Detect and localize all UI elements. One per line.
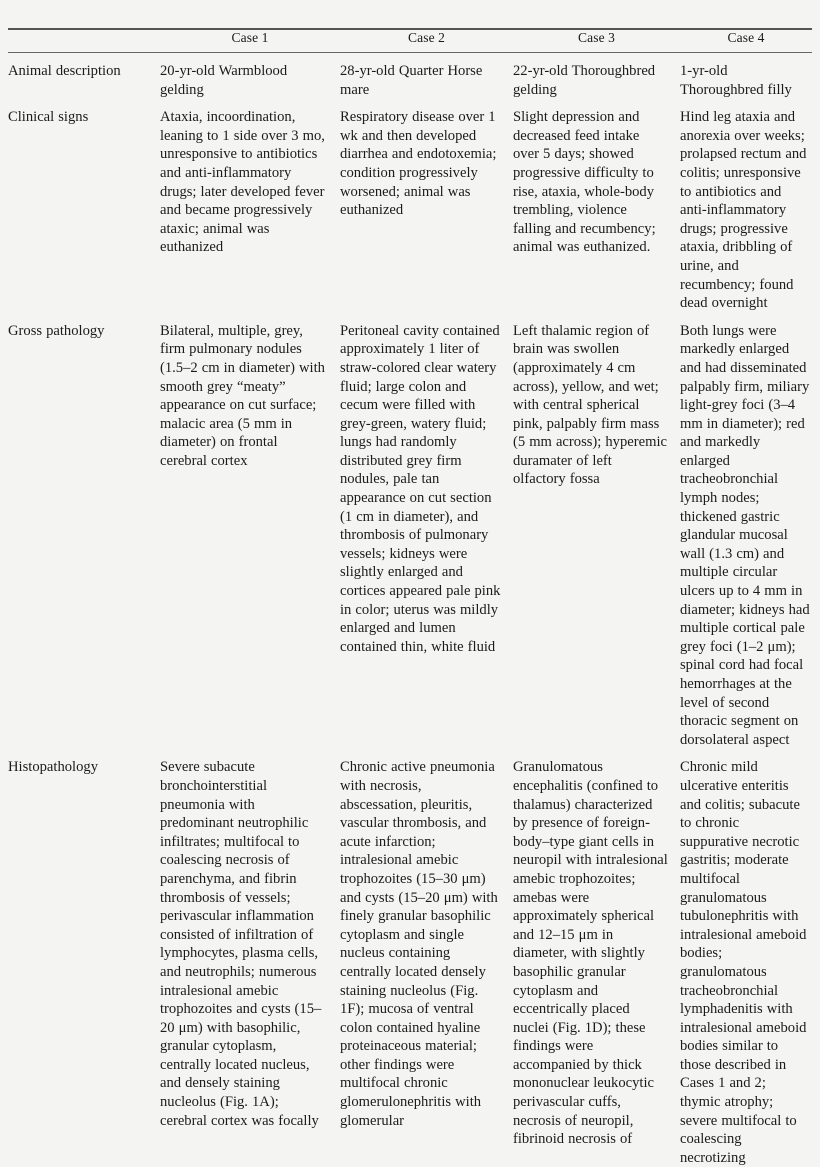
table-body <box>8 53 812 1167</box>
table-row <box>8 99 812 313</box>
cell-animal-description-case-3: 22-yr-old Thoroughbred gelding <box>513 53 680 100</box>
column-header-case-2: Case 2 <box>340 29 513 53</box>
row-label-histopathology: Histopathology <box>8 749 160 1167</box>
table-row <box>8 749 812 1167</box>
cell-animal-description-case-1: 20-yr-old Warmblood gelding <box>160 53 340 100</box>
column-header-case-1: Case 1 <box>160 29 340 53</box>
cell-histopathology-case-1: Severe subacute bronchointerstitial pneumonia with predominant neutrophilic infiltrates; multifocal to coalescing necrosis of parenchyma, and fibrin thrombosis of vessels; perivascular inflammation consisted of infiltration of lymphocytes, plasma cells, and neutrophils; numerous intralesional amebic trophozoites and cysts (15–20 μm) with basophilic, granular cytoplasm, centrally located nucleus, and densely staining nucleolus (Fig. 1A); cerebral cortex was focally <box>160 749 340 1167</box>
cell-clinical-signs-case-4: Hind leg ataxia and anorexia over weeks; prolapsed rectum and colitis; unresponsive to antibiotics and anti-inflammatory drugs; progressive ataxia, dribbling of urine, and recumbency; found dead overnight <box>680 99 812 313</box>
column-header-case-3: Case 3 <box>513 29 680 53</box>
cell-gross-pathology-case-4: Both lungs were markedly enlarged and had disseminated palpably firm, miliary light-grey foci (3–4 mm in diameter); red and markedly enlarged tracheobronchial lymph nodes; thickened gastric glandular mucosal wall (1.3 cm) and multiple circular ulcers up to 4 mm in diameter; kidneys had multiple cortical pale grey foci (1–2 μm); spinal cord had focal hemorrhages at the level of second thoracic segment on dorsolateral aspect <box>680 313 812 750</box>
table-row <box>8 313 812 750</box>
cell-clinical-signs-case-1: Ataxia, incoordination, leaning to 1 side over 3 mo, unresponsive to antibiotics and anti-inflammatory drugs; later developed fever and became progressively ataxic; animal was euthanized <box>160 99 340 313</box>
cell-histopathology-case-3: Granulomatous encephalitis (confined to thalamus) characterized by presence of foreign-body–type giant cells in neuropil with intralesional amebic trophozoites; amebas were approximately spherical and 12–15 μm in diameter, with slightly basophilic granular cytoplasm and eccentrically placed nuclei (Fig. 1D); these findings were accompanied by thick mononuclear leukocytic perivascular cuffs, necrosis of neuropil, fibrinoid necrosis of <box>513 749 680 1167</box>
spacer-cell <box>513 0 680 29</box>
column-header-case-4: Case 4 <box>680 29 812 53</box>
cell-gross-pathology-case-3: Left thalamic region of brain was swollen (approximately 4 cm across), yellow, and wet; with central spherical pink, palpably firm mass (5 mm across); hyperemic duramater of left olfactory fossa <box>513 313 680 750</box>
cell-clinical-signs-case-2: Respiratory disease over 1 wk and then developed diarrhea and endotoxemia; condition progressively worsened; animal was euthanized <box>340 99 513 313</box>
column-header-blank <box>8 29 160 53</box>
cell-histopathology-case-2: Chronic active pneumonia with necrosis, abscessation, pleuritis, vascular thrombosis, and acute infarction; intralesional amebic trophozoites (15–30 μm) and cysts (15–20 μm) with finely granular basophilic cytoplasm and single nucleus containing centrally located densely staining nucleolus (Fig. 1F); mucosa of ventral colon contained hyaline proteinaceous material; other findings were multifocal chronic glomerulonephritis with glomerular <box>340 749 513 1167</box>
header-spacer-row <box>8 0 812 29</box>
cell-gross-pathology-case-2: Peritoneal cavity contained approximately 1 liter of straw-colored clear watery fluid; large colon and cecum were filled with grey-green, watery fluid; lungs had randomly distributed grey firm nodules, pale tan appearance on cut section (1 cm in diameter), and thrombosis of pulmonary vessels; kidneys were slightly enlarged and cortices appeared pale pink in color; uterus was mildly enlarged and lumen contained thin, white fluid <box>340 313 513 750</box>
cell-animal-description-case-4: 1-yr-old Thoroughbred filly <box>680 53 812 100</box>
case-comparison-table <box>8 0 812 1167</box>
column-header-row <box>8 29 812 53</box>
spacer-cell <box>160 0 340 29</box>
spacer-cell <box>680 0 812 29</box>
spacer-cell <box>340 0 513 29</box>
cell-gross-pathology-case-1: Bilateral, multiple, grey, firm pulmonary nodules (1.5–2 cm in diameter) with smooth grey “meaty” appearance on cut surface; malacic area (5 mm in diameter) on frontal cerebral cortex <box>160 313 340 750</box>
table-row <box>8 53 812 100</box>
row-label-clinical-signs: Clinical signs <box>8 99 160 313</box>
table-header <box>8 0 812 53</box>
row-label-animal-description: Animal description <box>8 53 160 100</box>
row-label-gross-pathology: Gross pathology <box>8 313 160 750</box>
spacer-cell <box>8 0 160 29</box>
cell-histopathology-case-4: Chronic mild ulcerative enteritis and colitis; subacute to chronic suppurative necrotic gastritis; moderate multifocal granulomatous tubulonephritis with intralesional ameboid bodies; granulomatous tracheobronchial lymphadenitis with intralesional ameboid bodies similar to those described in Cases 1 and 2; thymic atrophy; severe multifocal to coalescing necrotizing <box>680 749 812 1167</box>
cell-animal-description-case-2: 28-yr-old Quarter Horse mare <box>340 53 513 100</box>
cell-clinical-signs-case-3: Slight depression and decreased feed intake over 5 days; showed progressive difficulty to rise, ataxia, whole-body trembling, violence falling and recumbency; animal was euthanized. <box>513 99 680 313</box>
